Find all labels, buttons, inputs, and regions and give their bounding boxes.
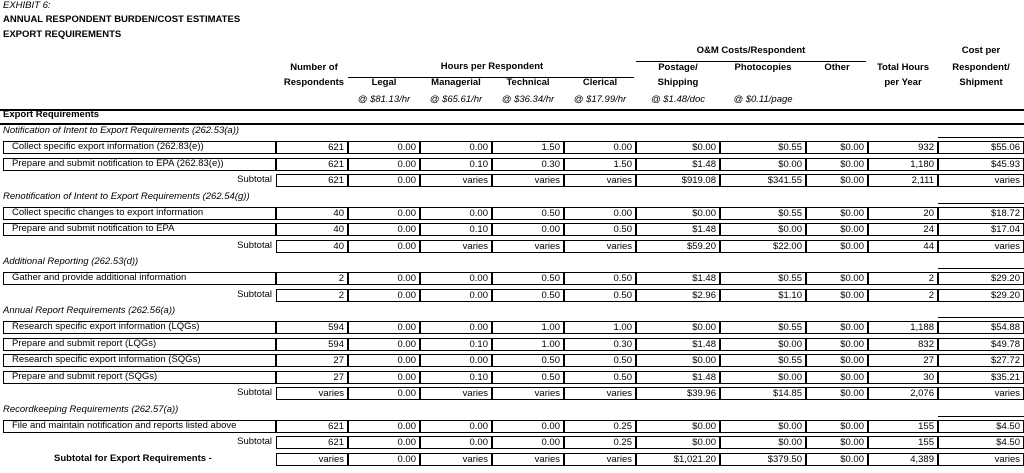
respondents-cell: 621 (276, 158, 348, 171)
other-cell: $0.00 (806, 240, 868, 253)
technical-rate: @ $36.34/hr (501, 94, 555, 105)
legal-cell: 0.00 (348, 354, 420, 367)
respondents-cell: varies (276, 387, 348, 400)
photocopies-header: Photocopies (734, 62, 792, 73)
photocopies-cell: $22.00 (720, 240, 806, 253)
other-cell: $0.00 (806, 174, 868, 187)
photocopies-cell: $0.00 (720, 158, 806, 171)
postage-cell: $0.00 (636, 420, 720, 433)
photocopies-cell: $0.00 (720, 338, 806, 351)
postage-cell: $0.00 (636, 321, 720, 334)
technical-cell: 0.50 (492, 207, 564, 220)
postage-cell: $0.00 (636, 141, 720, 154)
cost-per-header-2: Respondent/ (952, 62, 1010, 73)
technical-cell: varies (492, 174, 564, 187)
postage-header-1: Postage/ (658, 62, 698, 73)
legal-cell: 0.00 (348, 453, 420, 466)
subtotal-label: Subtotal for Export Requirements - (54, 452, 212, 464)
respondents-cell: 40 (276, 240, 348, 253)
postage-cell: $0.00 (636, 207, 720, 220)
respondents-cell: 621 (276, 174, 348, 187)
legal-cell: 0.00 (348, 321, 420, 334)
table-row (0, 337, 1024, 353)
legal-cell: 0.00 (348, 436, 420, 449)
postage-cell: $919.08 (636, 174, 720, 187)
respondents-cell: 40 (276, 223, 348, 236)
clerical-cell: 0.25 (564, 436, 636, 449)
cost-per-cell: varies (938, 387, 1024, 400)
row-label: Research specific export information (LQGs) (12, 321, 200, 332)
number-of-header: Number of (290, 62, 338, 73)
row-label: Research specific export information (SQGs) (12, 354, 201, 365)
other-cell: $0.00 (806, 436, 868, 449)
other-cell: $0.00 (806, 289, 868, 302)
postage-rate: @ $1.48/doc (650, 94, 705, 105)
clerical-cell: 1.50 (564, 158, 636, 171)
clerical-cell: 0.30 (564, 338, 636, 351)
legal-cell: 0.00 (348, 240, 420, 253)
technical-header: Technical (506, 77, 550, 88)
table-row (0, 419, 1024, 435)
cost-per-cell: $29.20 (938, 272, 1024, 285)
subtotal-row (0, 435, 1024, 451)
other-cell: $0.00 (806, 272, 868, 285)
technical-cell: 1.00 (492, 321, 564, 334)
managerial-cell: 0.00 (420, 289, 492, 302)
technical-cell: varies (492, 453, 564, 466)
subtotal-label: Subtotal (237, 288, 272, 300)
postage-cell: $1.48 (636, 272, 720, 285)
postage-cell: $1.48 (636, 371, 720, 384)
table-row (0, 271, 1024, 287)
other-cell: $0.00 (806, 387, 868, 400)
other-cell: $0.00 (806, 420, 868, 433)
managerial-cell: varies (420, 240, 492, 253)
photocopies-cell: $0.00 (720, 436, 806, 449)
cost-per-cell: varies (938, 453, 1024, 466)
managerial-cell: 0.00 (420, 436, 492, 449)
managerial-cell: varies (420, 174, 492, 187)
table-row (0, 206, 1024, 222)
managerial-cell: 0.10 (420, 338, 492, 351)
technical-cell: 0.00 (492, 223, 564, 236)
managerial-header: Managerial (431, 77, 481, 88)
technical-cell: 1.00 (492, 338, 564, 351)
cost-per-cell: varies (938, 240, 1024, 253)
report-subtitle: EXPORT REQUIREMENTS (3, 29, 122, 40)
respondents-cell: varies (276, 453, 348, 466)
photocopies-rate: @ $0.11/page (733, 94, 793, 105)
legal-rate: @ $81.13/hr (357, 94, 411, 105)
photocopies-cell: $0.00 (720, 420, 806, 433)
photocopies-cell: $0.55 (720, 272, 806, 285)
total-hours-cell: 832 (868, 338, 938, 351)
subtotal-label: Subtotal (237, 436, 272, 447)
managerial-cell: varies (420, 453, 492, 466)
managerial-cell: 0.00 (420, 207, 492, 220)
clerical-header: Clerical (582, 77, 618, 88)
legal-cell: 0.00 (348, 174, 420, 187)
cost-per-header-1: Cost per (961, 45, 1001, 56)
respondents-cell: 40 (276, 207, 348, 220)
legal-cell: 0.00 (348, 207, 420, 220)
managerial-cell: 0.00 (420, 141, 492, 154)
legal-cell: 0.00 (348, 371, 420, 384)
respondents-cell: 2 (276, 289, 348, 302)
technical-cell: varies (492, 240, 564, 253)
postage-cell: $2.96 (636, 289, 720, 302)
other-cell: $0.00 (806, 453, 868, 466)
technical-cell: 0.50 (492, 371, 564, 384)
row-label: Collect specific export information (262.83(e)) (12, 141, 204, 152)
subtotal-label: Subtotal (237, 239, 272, 251)
technical-cell: 0.00 (492, 436, 564, 449)
other-cell: $0.00 (806, 371, 868, 384)
cost-per-cell: $45.93 (938, 158, 1024, 171)
cost-per-cell: $4.50 (938, 436, 1024, 449)
legal-cell: 0.00 (348, 387, 420, 400)
total-hours-cell: 4,389 (868, 453, 938, 466)
cost-per-header-3: Shipment (959, 77, 1003, 88)
other-cell: $0.00 (806, 158, 868, 171)
report-title: ANNUAL RESPONDENT BURDEN/COST ESTIMATES (3, 14, 241, 25)
clerical-cell: 0.50 (564, 272, 636, 285)
section-heading: Renotification of Intent to Export Requirements (262.54(g)) (3, 190, 250, 202)
clerical-cell: 0.50 (564, 354, 636, 367)
postage-header-2: Shipping (657, 77, 699, 88)
subtotal-row (0, 173, 1024, 189)
cost-per-cell: $4.50 (938, 420, 1024, 433)
technical-cell: 0.50 (492, 289, 564, 302)
legal-cell: 0.00 (348, 141, 420, 154)
other-cell: $0.00 (806, 207, 868, 220)
photocopies-cell: $0.55 (720, 321, 806, 334)
clerical-cell: 0.00 (564, 141, 636, 154)
exhibit-label: EXHIBIT 6: (3, 0, 51, 11)
respondents-cell: 2 (276, 272, 348, 285)
row-label: Prepare and submit notification to EPA (12, 223, 175, 234)
total-hours-cell: 932 (868, 141, 938, 154)
table-row (0, 140, 1024, 156)
photocopies-cell: $341.55 (720, 174, 806, 187)
clerical-cell: 0.00 (564, 207, 636, 220)
clerical-cell: 0.50 (564, 371, 636, 384)
managerial-rate: @ $65.61/hr (429, 94, 483, 105)
total-hours-cell: 24 (868, 223, 938, 236)
cost-per-cell: $55.06 (938, 141, 1024, 154)
subtotal-row (0, 239, 1024, 255)
total-hours-cell: 30 (868, 371, 938, 384)
managerial-cell: 0.00 (420, 321, 492, 334)
hours-group-header: Hours per Respondent (440, 61, 544, 72)
total-hours-header-2: per Year (884, 77, 922, 88)
total-hours-cell: 44 (868, 240, 938, 253)
technical-cell: varies (492, 387, 564, 400)
clerical-cell: varies (564, 174, 636, 187)
technical-cell: 0.50 (492, 354, 564, 367)
other-cell: $0.00 (806, 321, 868, 334)
table-row (0, 370, 1024, 386)
section-heading: Annual Report Requirements (262.56(a)) (3, 305, 176, 316)
respondents-cell: 594 (276, 338, 348, 351)
photocopies-cell: $1.10 (720, 289, 806, 302)
respondents-header: Respondents (283, 77, 345, 88)
row-label: Prepare and submit report (SQGs) (12, 370, 158, 382)
cost-per-cell: $17.04 (938, 223, 1024, 236)
respondents-cell: 27 (276, 354, 348, 367)
managerial-cell: 0.10 (420, 223, 492, 236)
total-hours-cell: 2,111 (868, 174, 938, 187)
other-cell: $0.00 (806, 223, 868, 236)
photocopies-cell: $0.55 (720, 141, 806, 154)
clerical-cell: 0.50 (564, 223, 636, 236)
table-row (0, 222, 1024, 238)
postage-cell: $59.20 (636, 240, 720, 253)
managerial-cell: 0.00 (420, 420, 492, 433)
respondents-cell: 27 (276, 371, 348, 384)
legal-cell: 0.00 (348, 420, 420, 433)
total-hours-cell: 2,076 (868, 387, 938, 400)
legal-cell: 0.00 (348, 272, 420, 285)
subtotal-row (0, 288, 1024, 304)
subtotal-label: Subtotal (237, 387, 272, 398)
postage-cell: $1.48 (636, 223, 720, 236)
technical-cell: 0.50 (492, 272, 564, 285)
postage-cell: $39.96 (636, 387, 720, 400)
cost-per-cell: $54.88 (938, 321, 1024, 334)
other-cell: $0.00 (806, 338, 868, 351)
row-label: File and maintain notification and reports listed above (12, 419, 237, 431)
other-cell: $0.00 (806, 354, 868, 367)
row-label: Prepare and submit notification to EPA (262.83(e)) (12, 157, 224, 169)
photocopies-cell: $379.50 (720, 453, 806, 466)
postage-cell: $1,021.20 (636, 453, 720, 466)
total-hours-cell: 20 (868, 207, 938, 220)
respondents-cell: 594 (276, 321, 348, 334)
postage-cell: $0.00 (636, 436, 720, 449)
photocopies-cell: $0.00 (720, 371, 806, 384)
clerical-cell: 1.00 (564, 321, 636, 334)
managerial-cell: 0.00 (420, 272, 492, 285)
row-label: Prepare and submit report (LQGs) (12, 337, 157, 349)
section-heading: Additional Reporting (262.53(d)) (3, 256, 139, 267)
total-hours-cell: 1,180 (868, 158, 938, 171)
managerial-cell: 0.00 (420, 354, 492, 367)
subtotal-label: Subtotal (237, 174, 272, 185)
clerical-cell: 0.50 (564, 289, 636, 302)
technical-cell: 1.50 (492, 141, 564, 154)
clerical-rate: @ $17.99/hr (573, 94, 627, 105)
cost-per-cell: $35.21 (938, 371, 1024, 384)
managerial-cell: 0.10 (420, 158, 492, 171)
respondents-cell: 621 (276, 141, 348, 154)
row-label: Gather and provide additional information (12, 272, 187, 283)
clerical-cell: 0.25 (564, 420, 636, 433)
postage-cell: $0.00 (636, 354, 720, 367)
photocopies-cell: $14.85 (720, 387, 806, 400)
clerical-cell: varies (564, 387, 636, 400)
legal-cell: 0.00 (348, 158, 420, 171)
legal-cell: 0.00 (348, 223, 420, 236)
subtotal-row (0, 386, 1024, 402)
total-hours-cell: 155 (868, 420, 938, 433)
table-row (0, 353, 1024, 369)
cost-per-cell: $27.72 (938, 354, 1024, 367)
clerical-cell: varies (564, 453, 636, 466)
table-row (0, 320, 1024, 336)
row-label: Collect specific changes to export information (12, 206, 204, 218)
total-hours-cell: 1,188 (868, 321, 938, 334)
postage-cell: $1.48 (636, 158, 720, 171)
cost-per-cell: $18.72 (938, 207, 1024, 220)
section-heading: Notification of Intent to Export Requirements (262.53(a)) (3, 125, 240, 136)
total-hours-cell: 2 (868, 272, 938, 285)
cost-per-cell: $49.78 (938, 338, 1024, 351)
export-requirements-heading: Export Requirements (3, 109, 100, 120)
postage-cell: $1.48 (636, 338, 720, 351)
legal-cell: 0.00 (348, 289, 420, 302)
total-hours-cell: 27 (868, 354, 938, 367)
photocopies-cell: $0.00 (720, 223, 806, 236)
cost-per-cell: $29.20 (938, 289, 1024, 302)
grand-total-row (0, 452, 1024, 468)
other-header: Other (824, 62, 850, 73)
respondents-cell: 621 (276, 420, 348, 433)
table-row (0, 157, 1024, 173)
total-hours-header-1: Total Hours (876, 62, 930, 73)
other-cell: $0.00 (806, 141, 868, 154)
legal-header: Legal (371, 77, 397, 88)
photocopies-cell: $0.55 (720, 354, 806, 367)
total-hours-cell: 2 (868, 289, 938, 302)
section-heading: Recordkeeping Requirements (262.57(a)) (3, 403, 179, 415)
managerial-cell: 0.10 (420, 371, 492, 384)
legal-cell: 0.00 (348, 338, 420, 351)
clerical-cell: varies (564, 240, 636, 253)
respondents-cell: 621 (276, 436, 348, 449)
om-costs-group-header: O&M Costs/Respondent (696, 45, 806, 56)
photocopies-cell: $0.55 (720, 207, 806, 220)
cost-per-cell: varies (938, 174, 1024, 187)
total-hours-cell: 155 (868, 436, 938, 449)
technical-cell: 0.30 (492, 158, 564, 171)
technical-cell: 0.00 (492, 420, 564, 433)
managerial-cell: varies (420, 387, 492, 400)
